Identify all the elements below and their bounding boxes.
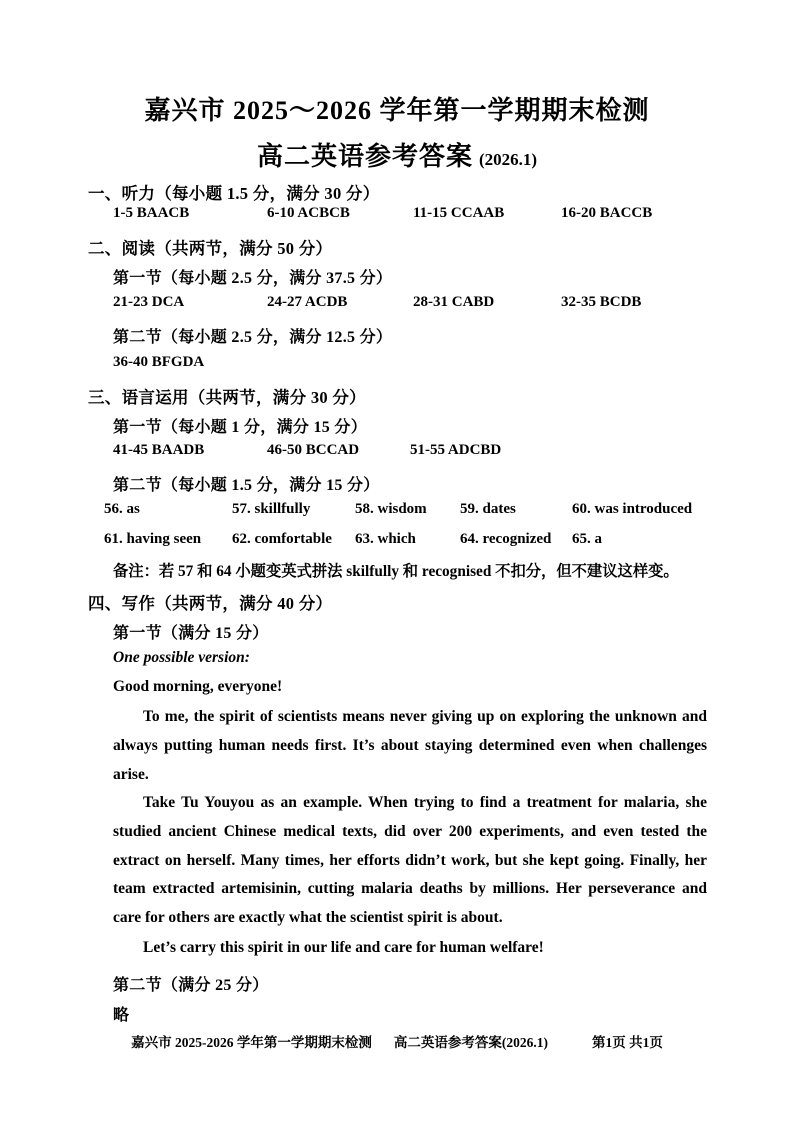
- answer-item: 56. as: [104, 501, 140, 517]
- answer-item: 61. having seen: [104, 531, 202, 547]
- answer-group: 46-50 BCCAD: [267, 442, 360, 458]
- answer-item: 59. dates: [460, 501, 516, 517]
- answer-group: 6-10 ACBCB: [267, 205, 350, 221]
- listening-answers-row: [113, 205, 709, 222]
- answer-item: 64. recognized: [460, 531, 552, 547]
- answer-group: 16-20 BACCB: [561, 205, 653, 221]
- answer-group: 21-23 DCA: [113, 294, 185, 310]
- page-subtitle: [0, 136, 794, 173]
- language-part2-answers-row-2: [104, 531, 709, 548]
- subtitle-text: 高二英语参考答案: [256, 142, 473, 171]
- writing-part2-label: 第二节（满分 25 分）: [113, 977, 269, 994]
- reading-part2-answers-row: [113, 354, 709, 371]
- language-part2-label: 第二节（每小题 1.5 分，满分 15 分）: [113, 477, 380, 494]
- answer-group: 1-5 BAACB: [113, 205, 190, 221]
- answer-group: 32-35 BCDB: [561, 294, 642, 310]
- section-listening-heading: 一、听力（每小题 1.5 分，满分 30 分）: [88, 184, 380, 203]
- essay-greeting: Good morning, everyone!: [113, 678, 283, 695]
- spelling-note: 备注：若 57 和 64 小题变英式拼法 skilfully 和 recognised 不扣分，但不建议这样变。: [113, 563, 679, 580]
- footer-exam-name: 嘉兴市 2025-2026 学年第一学期期末检测: [131, 1035, 372, 1050]
- answer-group: 24-27 ACDB: [267, 294, 348, 310]
- footer-page-number: 第1页 共1页: [592, 1035, 663, 1050]
- answer-item: 57. skillfully: [232, 501, 311, 517]
- essay-paragraph-2: Take Tu Youyou as an example. When trying to find a treatment for malaria, she studied ancient Chinese medical texts, did over 200 experiments, and even tested the extract on herself. Many times, her efforts didn’t work, but she kept going. Finally, her team extracted artemisinin, cutting malaria deaths by millions. Her perseverance and care for others are exactly what the scientist spirit is about.: [113, 794, 707, 927]
- answer-item: 60. was introduced: [572, 501, 693, 517]
- answer-item: 62. comfortable: [232, 531, 332, 547]
- answer-item: 63. which: [355, 531, 416, 547]
- writing-part2-answer: 略: [113, 1007, 130, 1024]
- language-part1-answers-row: [113, 442, 709, 459]
- section-writing-heading: 四、写作（共两节，满分 40 分）: [88, 594, 333, 613]
- answer-item: 65. a: [572, 531, 602, 547]
- page-title: 嘉兴市 2025～2026 学年第一学期期末检测: [144, 96, 650, 125]
- reading-part1-answers-row: [113, 294, 709, 311]
- section-language-heading: 三、语言运用（共两节，满分 30 分）: [88, 388, 366, 407]
- answer-group: 36-40 BFGDA: [113, 354, 205, 370]
- section-reading-heading: 二、阅读（共两节，满分 50 分）: [88, 239, 333, 258]
- version-label: One possible version:: [113, 649, 250, 666]
- reading-part2-label: 第二节（每小题 2.5 分，满分 12.5 分）: [113, 329, 393, 346]
- page-footer: [0, 1031, 794, 1051]
- subtitle-date: (2026.1): [478, 150, 538, 169]
- essay-paragraph-1: To me, the spirit of scientists means never giving up on exploring the unknown and always putting human needs first. It’s about staying determined even when challenges arise.: [113, 708, 707, 783]
- reading-part1-label: 第一节（每小题 2.5 分，满分 37.5 分）: [113, 270, 393, 287]
- answer-group: 11-15 CCAAB: [413, 205, 505, 221]
- language-part1-label: 第一节（每小题 1 分，满分 15 分）: [113, 419, 368, 436]
- essay-paragraph-3: Let’s carry this spirit in our life and care for human welfare!: [143, 939, 544, 956]
- language-part2-answers-row-1: [104, 501, 709, 518]
- answer-group: 41-45 BAADB: [113, 442, 205, 458]
- answer-group: 51-55 ADCBD: [410, 442, 502, 458]
- answer-item: 58. wisdom: [355, 501, 427, 517]
- writing-part1-label: 第一节（满分 15 分）: [113, 625, 269, 642]
- answer-group: 28-31 CABD: [413, 294, 495, 310]
- footer-paper-name: 高二英语参考答案(2026.1): [393, 1035, 548, 1050]
